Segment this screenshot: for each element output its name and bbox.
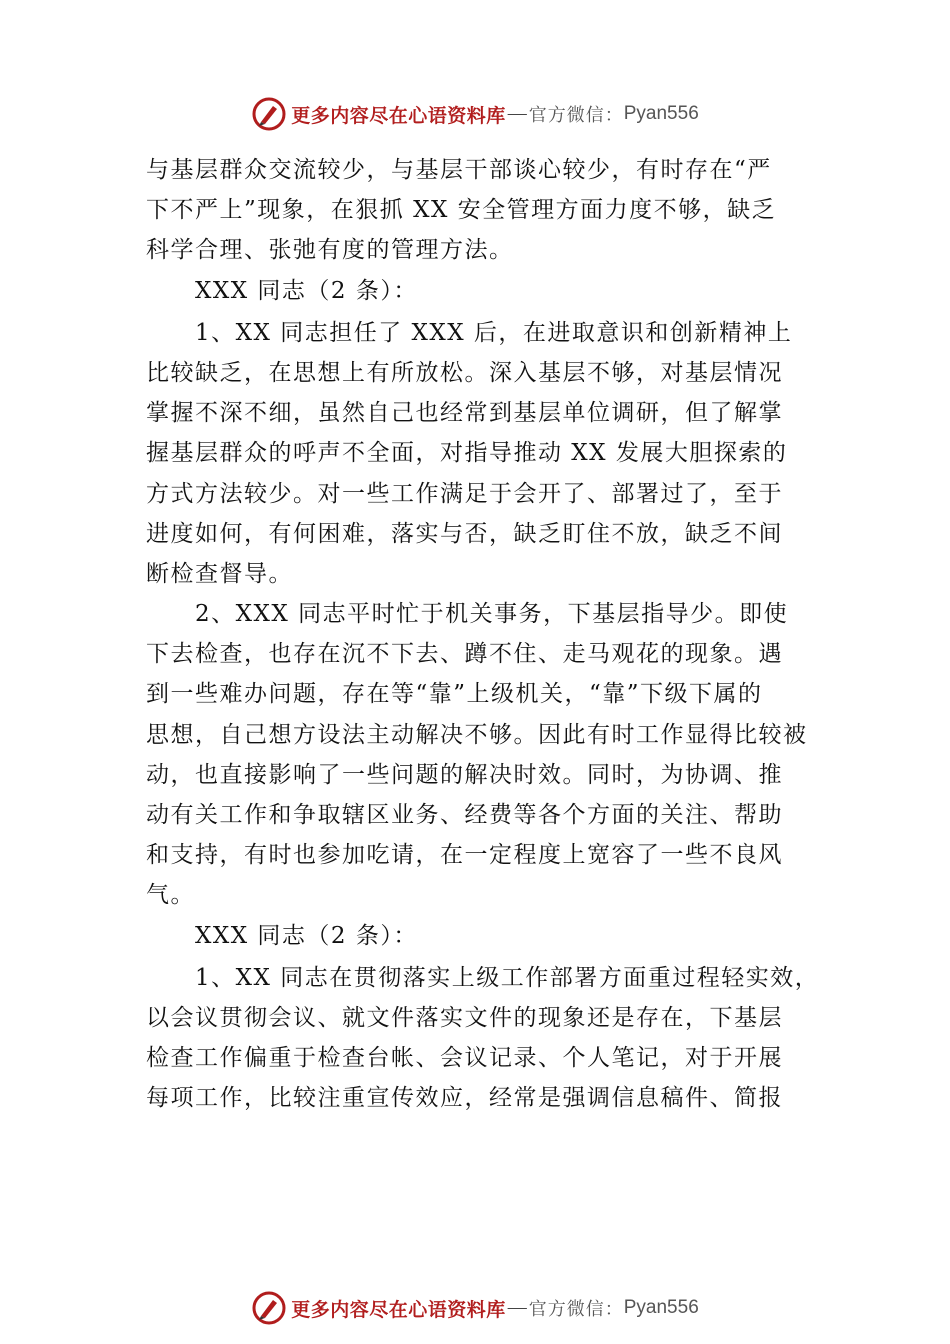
footer-wechat-id: Pyan556 xyxy=(623,1297,699,1318)
text-line: 下不严上”现象，在狠抓 XX 安全管理方面力度不够，缺乏 xyxy=(146,197,777,224)
header-brand-text: 更多内容尽在心语资料库 xyxy=(291,104,506,127)
footer-banner xyxy=(0,1288,950,1328)
header-wechat-id: Pyan556 xyxy=(623,103,699,124)
text-line: 与基层群众交流较少，与基层干部谈心较少，有时存在“严 xyxy=(146,157,772,183)
text-line: 断检查督导。 xyxy=(146,560,293,587)
text-line: 比较缺乏，在思想上有所放松。深入基层不够，对基层情况 xyxy=(146,359,783,386)
text-line: 检查工作偏重于检查台帐、会议记录、个人笔记，对于开展 xyxy=(146,1045,783,1072)
text-line: 掌握不深不细，虽然自己也经常到基层单位调研，但了解掌 xyxy=(146,400,783,427)
text-line: 下去检查，也存在沉不下去、蹲不住、走马观花的现象。遇 xyxy=(146,641,783,668)
footer-brand-text: 更多内容尽在心语资料库 xyxy=(291,1298,506,1321)
text-line: 动有关工作和争取辖区业务、经费等各个方面的关注、帮助 xyxy=(146,802,783,828)
header-dash: — xyxy=(507,103,527,124)
text-line: 进度如何，有何困难，落实与否，缺乏盯住不放，缺乏不间 xyxy=(146,520,783,547)
brand-logo-icon xyxy=(251,96,287,132)
text-line: 1、XX 同志担任了 XXX 后，在进取意识和创新精神上 xyxy=(195,319,793,346)
footer-wechat-label: 官方微信： xyxy=(528,1299,624,1320)
document-body xyxy=(146,150,826,1119)
text-line: 1、XX 同志在贯彻落实上级工作部署方面重过程轻实效， xyxy=(195,964,820,991)
header-banner xyxy=(0,94,950,134)
footer-dash: — xyxy=(507,1297,527,1318)
text-line: 思想，自己想方设法主动解决不够。因此有时工作显得比较被 xyxy=(146,721,808,748)
brand-logo-icon xyxy=(251,1290,287,1326)
section-heading: XXX 同志（2 条）： xyxy=(195,277,418,304)
text-line: 方式方法较少。对一些工作满足于会开了、部署过了，至于 xyxy=(146,480,783,507)
text-line: 动，也直接影响了一些问题的解决时效。同时，为协调、推 xyxy=(146,761,783,788)
text-line: 每项工作，比较注重宣传效应，经常是强调信息稿件、简报 xyxy=(146,1085,783,1112)
text-line: 到一些难办问题，存在等“靠”上级机关，“靠”下级下属的 xyxy=(146,681,763,708)
header-wechat-label: 官方微信： xyxy=(528,105,624,126)
text-line: 以会议贯彻会议、就文件落实文件的现象还是存在，下基层 xyxy=(146,1004,783,1031)
text-line: 和支持，有时也参加吃请，在一定程度上宽容了一些不良风 xyxy=(146,842,783,869)
text-line: 气。 xyxy=(146,882,195,909)
text-line: 握基层群众的呼声不全面，对指导推动 XX 发展大胆探索的 xyxy=(146,440,788,467)
text-line: 科学合理、张弛有度的管理方法。 xyxy=(146,237,514,264)
text-line: 2、XXX 同志平时忙于机关事务，下基层指导少。即使 xyxy=(195,601,789,628)
section-heading: XXX 同志（2 条）： xyxy=(195,922,418,949)
